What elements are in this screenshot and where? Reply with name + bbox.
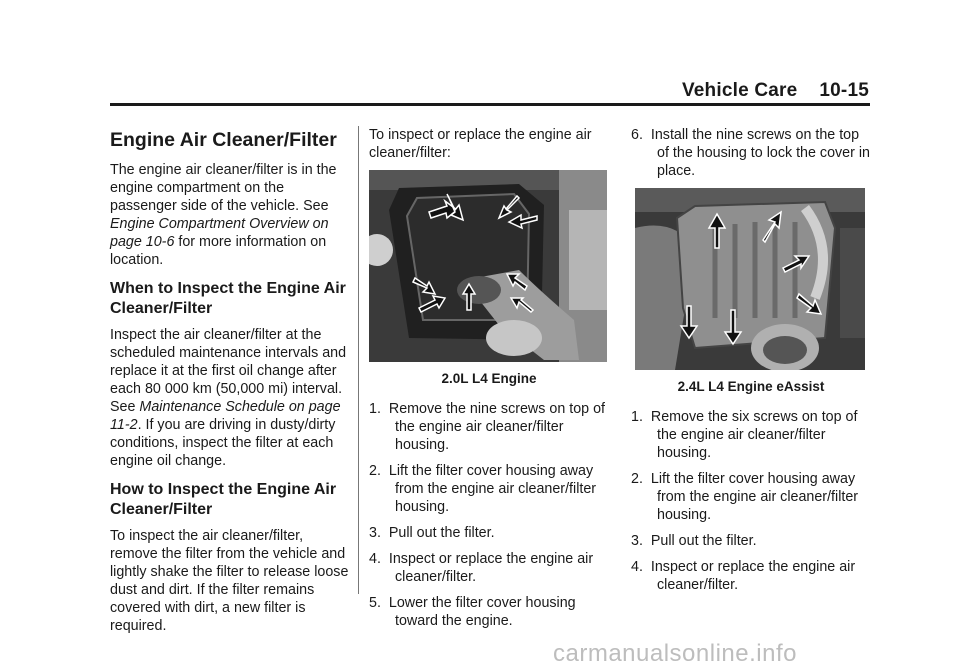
column-1 xyxy=(110,126,350,635)
figure-caption: 2.4L L4 Engine eAssist xyxy=(677,379,825,394)
list-item: 2. Lift the filter cover housing away from the engine air cleaner/filter housing. xyxy=(369,463,597,515)
header-section-name: Vehicle Care xyxy=(681,80,798,101)
column-2 xyxy=(369,126,609,638)
procedure-steps xyxy=(369,400,609,630)
engine-2-0l-illustration xyxy=(369,170,607,362)
procedure-intro: To inspect or replace the engine air cleaner/filter: xyxy=(369,127,592,161)
intro-text-end: for more information on location. xyxy=(110,234,327,268)
engine-overview-reference[interactable]: Engine Compartment Overview on page 10-6 xyxy=(110,216,329,250)
engine-2-4l-illustration xyxy=(635,188,865,370)
header-rule xyxy=(110,103,870,106)
page-header xyxy=(682,80,869,102)
column-3 xyxy=(631,126,871,602)
when-to-inspect-heading: When to Inspect the Engine Air Cleaner/Filter xyxy=(110,280,346,317)
when-to-inspect-paragraph xyxy=(110,326,350,470)
list-item: 4. Inspect or replace the engine air cleaner/filter. xyxy=(369,551,594,585)
how-to-inspect-heading: How to Inspect the Engine Air Cleaner/Filter xyxy=(110,481,337,518)
list-item: 1. Remove the six screws on top of the engine air cleaner/filter housing. xyxy=(631,409,858,461)
engine-2-0l-photo xyxy=(369,170,607,362)
how-to-inspect-paragraph: To inspect the air cleaner/filter, remove the filter from the vehicle and lightly shake the filter to release loose dust and dirt. If the filter remains covered with dirt, a new filter is required. xyxy=(110,528,349,634)
list-item: 1. Remove the nine screws on top of the engine air cleaner/filter housing. xyxy=(369,401,606,453)
list-item: 4. Inspect or replace the engine air cleaner/filter. xyxy=(631,559,856,593)
figure-caption: 2.0L L4 Engine xyxy=(441,371,537,386)
column-divider xyxy=(358,126,359,594)
header-page-number: 10-15 xyxy=(819,80,869,101)
list-item: 3. Pull out the filter. xyxy=(631,533,757,549)
list-item: 6. Install the nine screws on the top of the housing to lock the cover in place. xyxy=(631,127,870,179)
list-item: 3. Pull out the filter. xyxy=(369,525,495,541)
procedure-steps-continued xyxy=(631,126,871,180)
section-heading: Engine Air Cleaner/Filter xyxy=(110,129,337,151)
when-text: Inspect the air cleaner/filter at the scheduled maintenance intervals and replace it at the first oil change after each 80 000 km (50,000 mi) interval. See xyxy=(110,327,347,415)
list-item: 2. Lift the filter cover housing away from the engine air cleaner/filter housing. xyxy=(631,471,859,523)
engine-2-4l-photo xyxy=(635,188,865,370)
intro-text: The engine air cleaner/filter is in the engine compartment on the passenger side of the vehicle. See xyxy=(110,162,337,214)
list-item: 5. Lower the filter cover housing toward the engine. xyxy=(369,595,576,629)
when-text-end: . If you are driving in dusty/dirty conditions, inspect the filter at each engine oil change. xyxy=(110,417,336,469)
procedure-steps-eassist xyxy=(631,408,871,594)
site-watermark: carmanualsonline.info xyxy=(553,640,797,667)
maintenance-schedule-reference[interactable]: Maintenance Schedule on page 11-2 xyxy=(110,399,341,433)
intro-paragraph xyxy=(110,161,350,269)
